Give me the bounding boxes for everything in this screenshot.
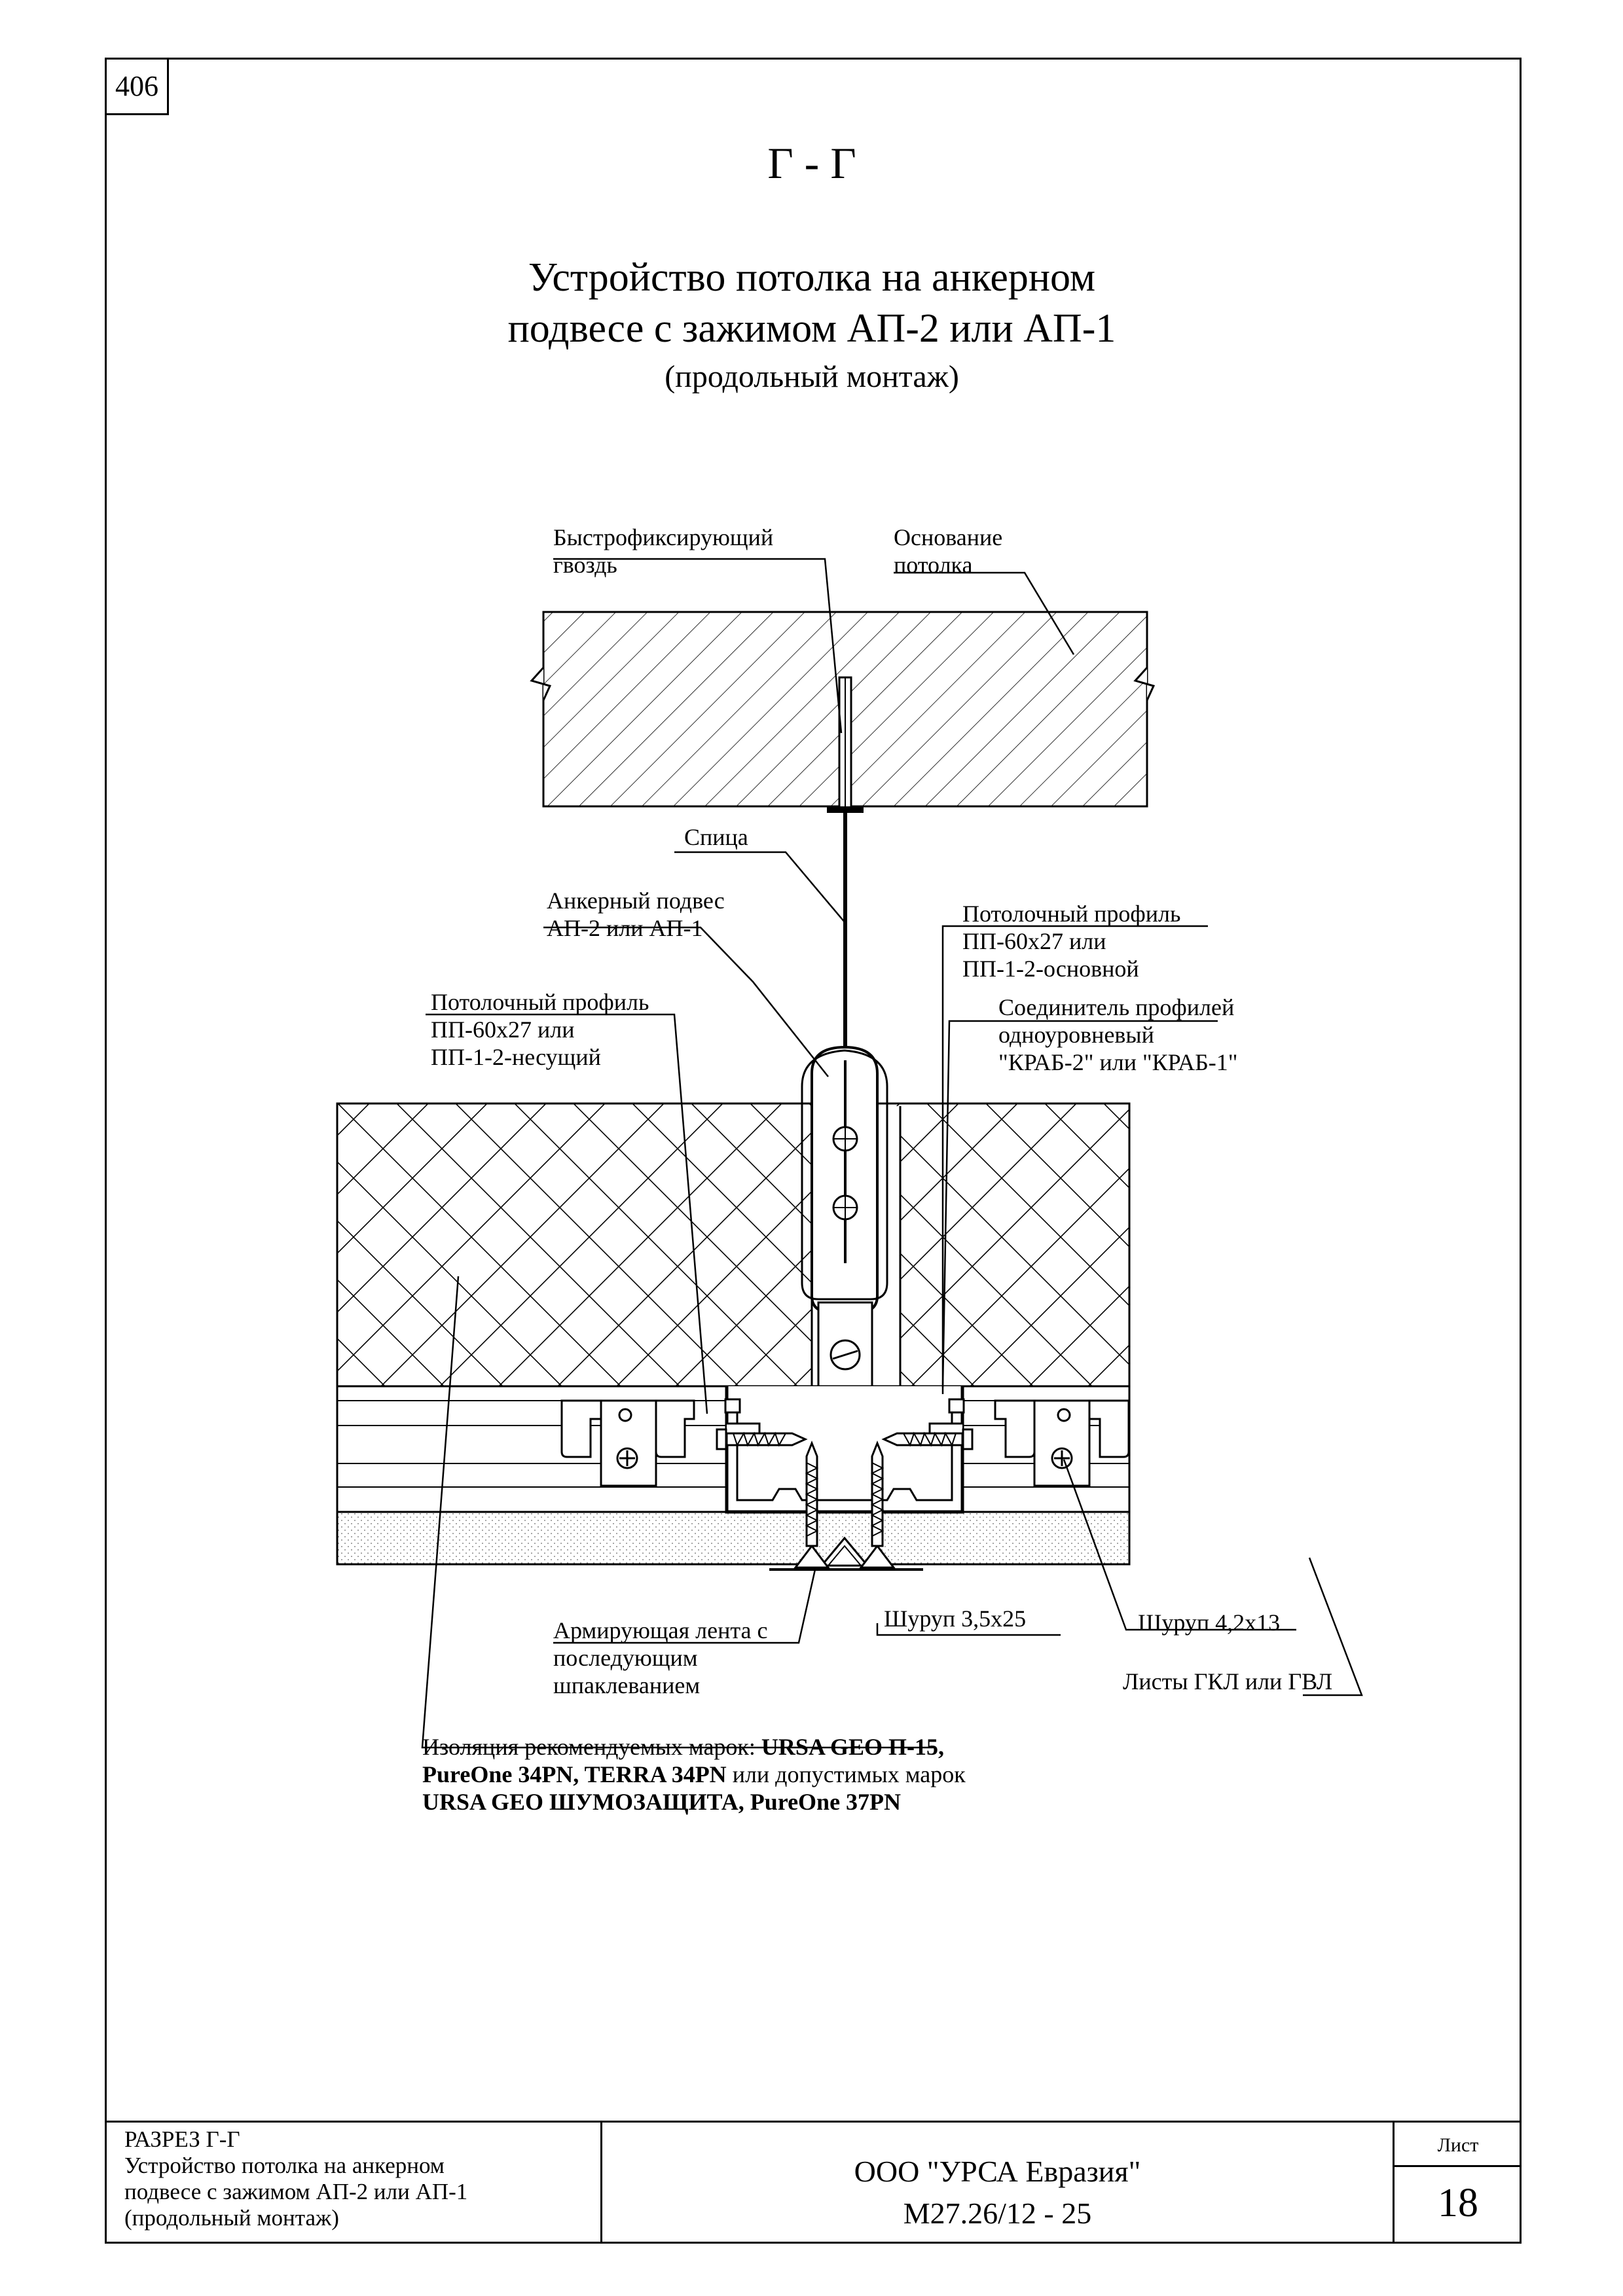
- label-bearing-profile-line1: Потолочный профиль: [431, 989, 649, 1015]
- label-hanger-line1: Анкерный подвес: [547, 888, 725, 914]
- label-bearing-profile-line3: ПП-1-2-несущий: [431, 1044, 601, 1070]
- sheet-divider: [1395, 2165, 1522, 2167]
- label-main-profile: [962, 900, 1180, 982]
- label-nail-line1: Быстрофиксирующий: [553, 524, 774, 550]
- ceiling-profile: [725, 1386, 964, 1512]
- title-block-sheet: [1395, 2123, 1522, 2244]
- label-connector: [998, 994, 1237, 1076]
- label-screw-small: Шуруп 3,5х25: [884, 1605, 1027, 1632]
- insulation-part1: Изоляция рекомендуемых марок:: [422, 1734, 761, 1760]
- section-mark: Г - Г: [767, 138, 856, 188]
- label-base: [894, 524, 1002, 579]
- label-connector-line1: Соединитель профилей: [998, 994, 1235, 1020]
- insulation-bold2: URSA GEO ШУМОЗАЩИТА, PureOne 37PN: [422, 1789, 902, 1815]
- label-nail-line2: гвоздь: [553, 552, 617, 578]
- label-base-line1: Основание: [894, 524, 1003, 550]
- title-line-1: Устройство потолка на анкерном: [528, 255, 1096, 300]
- label-connector-line3: "КРАБ-2" или "КРАБ-1": [998, 1049, 1238, 1075]
- corner-page-number: 406: [105, 58, 169, 115]
- insulation-note: [422, 1733, 985, 1816]
- crab-connectors-right: [995, 1401, 1129, 1486]
- gypsum-board: [337, 1512, 1129, 1570]
- tb-desc-line3: подвесе с зажимом АП-2 или АП-1: [124, 2179, 468, 2204]
- label-hanger: [547, 887, 725, 942]
- company-name: ООО "УРСА Евразия": [854, 2155, 1141, 2188]
- title-block-description: [105, 2123, 602, 2244]
- tb-desc-line1: РАЗРЕЗ Г-Г: [124, 2126, 240, 2152]
- label-boards: Листы ГКЛ или ГВЛ: [1123, 1668, 1333, 1695]
- crab-connectors-left: [562, 1401, 694, 1486]
- label-hanger-line2: АП-2 или АП-1: [547, 915, 703, 941]
- label-tape-line1: Армирующая лента с: [553, 1617, 768, 1643]
- insulation-part2: или допустимых марок: [726, 1761, 966, 1787]
- label-base-line2: потолка: [894, 552, 973, 578]
- label-tape-line2: последующим: [553, 1645, 698, 1671]
- document-code: М27.26/12 - 25: [903, 2197, 1092, 2230]
- label-main-profile-line1: Потолочный профиль: [962, 901, 1181, 927]
- title-block: [105, 2121, 1522, 2244]
- label-rod: Спица: [684, 824, 748, 850]
- insulation-layer: [337, 1103, 1129, 1390]
- label-bearing-profile-line2: ПП-60х27 или: [431, 1016, 575, 1043]
- label-connector-line2: одноуровневый: [998, 1022, 1154, 1048]
- label-main-profile-line2: ПП-60х27 или: [962, 928, 1106, 954]
- title-line-2: подвесе с зажимом АП-2 или АП-1: [507, 306, 1116, 351]
- title-block-center: [602, 2123, 1395, 2244]
- label-main-profile-line3: ПП-1-2-основной: [962, 956, 1139, 982]
- tb-desc-line4: (продольный монтаж): [124, 2205, 339, 2231]
- sheet-label: Лист: [1437, 2134, 1479, 2156]
- drawing-subtitle: (продольный монтаж): [665, 359, 959, 394]
- sheet-number: 18: [1438, 2181, 1478, 2225]
- label-tape: [553, 1617, 768, 1699]
- label-tape-line3: шпаклеванием: [553, 1672, 701, 1698]
- label-nail: [553, 524, 773, 579]
- insulation-bold1: URSA GEO П-15, PureOne 34PN, TERRA 34PN: [422, 1734, 944, 1787]
- tb-desc-line2: Устройство потолка на анкерном: [124, 2153, 445, 2178]
- label-screw-large: Шуруп 4,2х13: [1138, 1609, 1281, 1636]
- label-bearing-profile: [431, 988, 649, 1071]
